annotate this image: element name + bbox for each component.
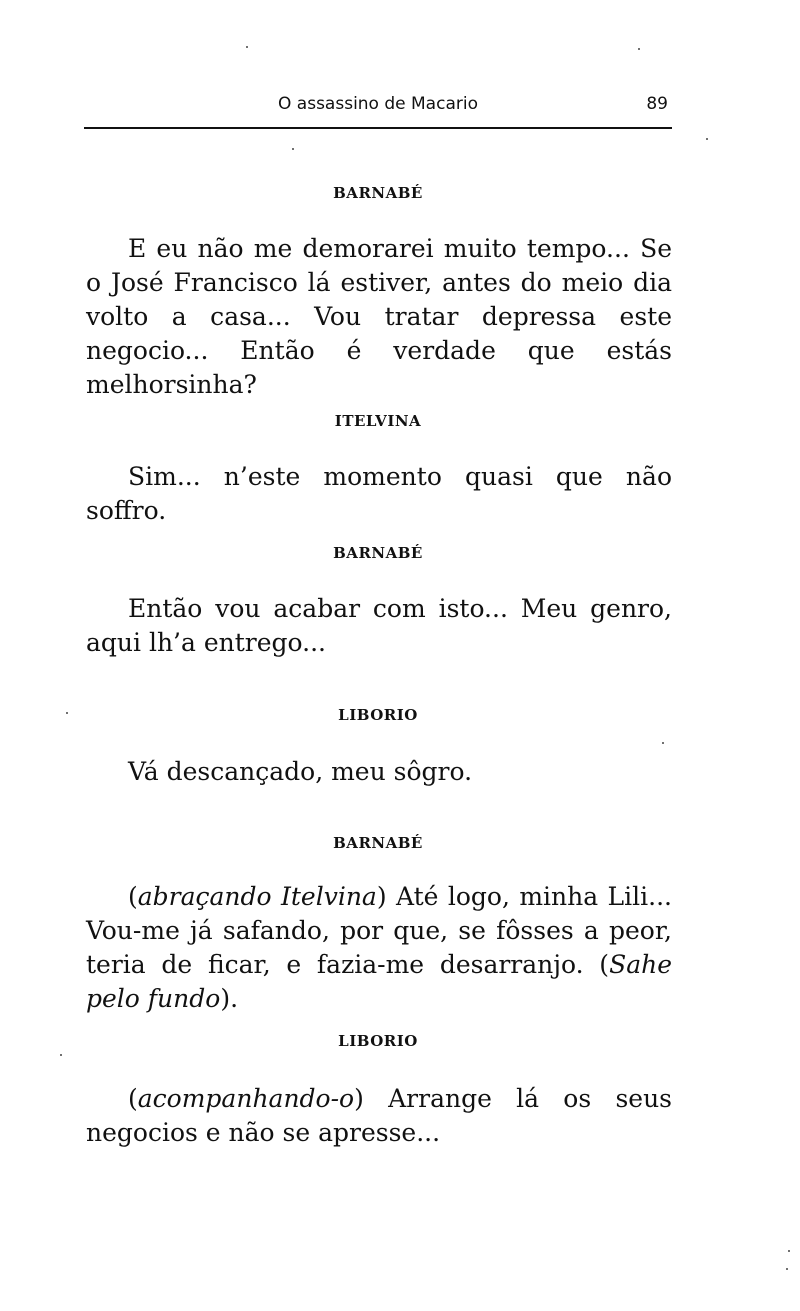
stage-direction: acompanhando-o [137, 1084, 355, 1113]
running-title: O assassino de Macario [278, 94, 478, 114]
speaker-name: BARNABÉ [333, 184, 423, 202]
speech-text [86, 592, 672, 660]
speech-segment: ( [128, 1084, 138, 1113]
speech-segment: ) Até logo, minha Lili... Vou-me já safando, por que, se fôsses a peor, teria de ficar, e fazia-me desarranjo. ( [86, 882, 672, 979]
stage-direction: abraçando Itelvina [137, 882, 377, 911]
stage-direction: Sahe pelo fundo [86, 950, 672, 1013]
speaker-name: LIBORIO [338, 706, 418, 724]
scan-speck [638, 48, 640, 50]
speech-text [86, 460, 672, 528]
header-rule [84, 127, 672, 129]
speech-segment: ) Arrange lá os seus negocios e não se apresse... [86, 1084, 672, 1147]
speaker-name: ITELVINA [334, 412, 422, 430]
page-number: 89 [646, 94, 668, 114]
speech-segment: Vá descançado, meu sôgro. [128, 757, 473, 786]
speech-segment: E eu não me demorarei muito tempo... Se o José Francisco lá estiver, antes do meio dia volto a casa... Vou tratar depressa este negocio... Então é verdade que estás melhorsinha? [86, 234, 672, 399]
scan-speck [292, 148, 294, 150]
speech-text [86, 880, 672, 1016]
speaker-name: BARNABÉ [333, 544, 423, 562]
scan-speck [246, 46, 248, 48]
speech-segment: Então vou acabar com isto... Meu genro, aqui lh’a entrego... [86, 594, 672, 657]
scan-speck [786, 1268, 788, 1270]
speaker-name: LIBORIO [338, 1032, 418, 1050]
scan-speck [706, 138, 708, 140]
speech-text [86, 755, 672, 789]
speech-text [86, 232, 672, 402]
scan-speck [788, 1250, 790, 1252]
speaker-name: BARNABÉ [333, 834, 423, 852]
scan-speck [66, 712, 68, 714]
speech-segment: ( [128, 882, 138, 911]
speech-segment: ). [220, 984, 239, 1013]
speech-segment: Sim... n’este momento quasi que não soffro. [86, 462, 672, 525]
page-header [84, 94, 672, 124]
speech-text [86, 1082, 672, 1150]
scan-speck [60, 1054, 62, 1056]
scan-speck [662, 742, 664, 744]
